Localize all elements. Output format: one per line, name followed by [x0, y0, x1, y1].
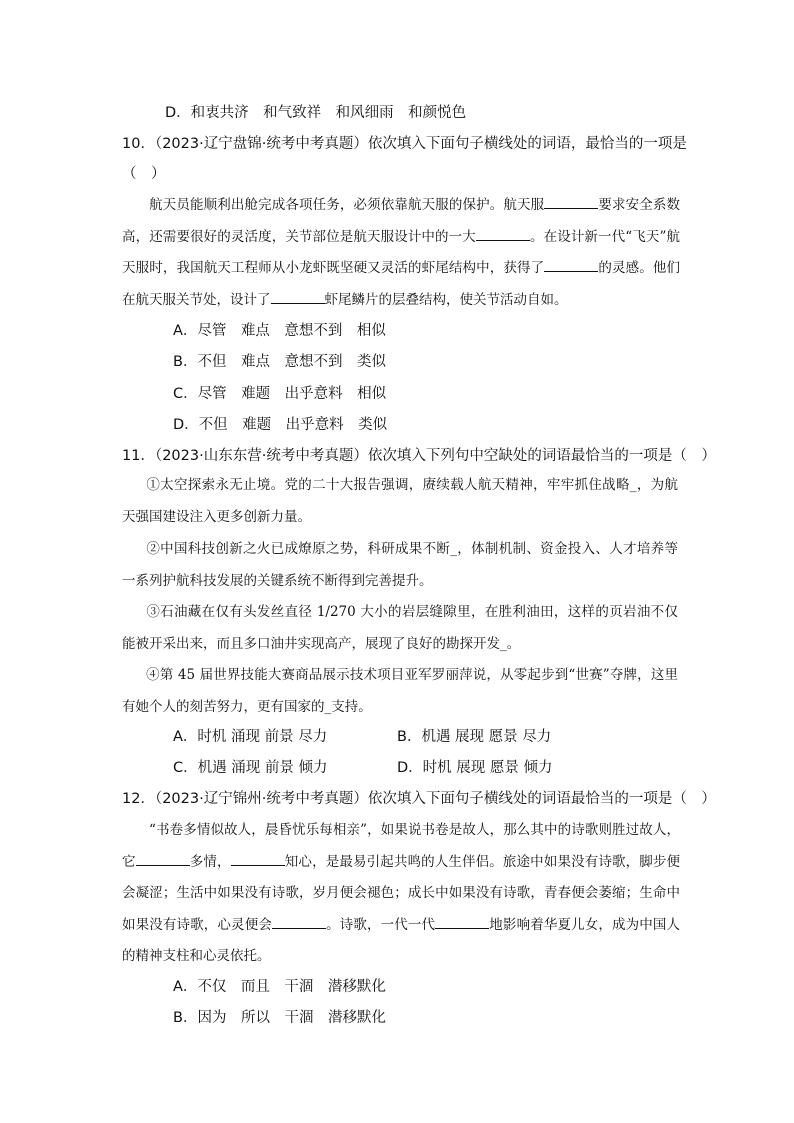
- blank-line: [476, 226, 530, 241]
- q12-passage-part-4: 。诗歌，一代一代: [325, 916, 436, 933]
- q10-option-c: C．尽管 难题 出乎意料 相似: [173, 386, 387, 402]
- q11-stem: 11．（2023·山东东营·统考中考真题）依次填入下列句中空缺处的词语最恰当的一项是（ ）: [122, 448, 716, 464]
- q11-sentence-4: [122, 660, 678, 723]
- blank-line: [271, 289, 325, 304]
- q12-passage-part-3: 知心，是最易引起共鸣的人生伴侣。旅途中如果没有诗歌，脚步便会凝涩；生活中如果没有诗歌，岁月便会褪色；成长中如果没有诗歌，青春便会萎缩；生命中如果没有诗歌，心灵便会: [122, 853, 681, 933]
- q10-passage-part-5: 虾尾鳞片的层叠结构，使关节活动自如。: [324, 291, 568, 308]
- q11-sentence-1-text: ①太空探索永无止境。党的二十大报告强调，赓续载人航天精神，牢牢抓住战略_，为航天强国建设注入更多创新力量。: [122, 477, 678, 525]
- blank-line: [231, 851, 285, 866]
- blank-line: [435, 914, 489, 929]
- q12-passage-part-5: 地影响着华夏儿女，成为中国人的精神支柱和心灵依托。: [122, 916, 681, 964]
- q10-paren: （ ）: [122, 166, 166, 182]
- q11-sentence-2: [122, 534, 678, 597]
- q10-passage-part-2: 要求安全系数高，还需要很好的灵活度，关节部位是航天服设计中的一大: [122, 197, 680, 245]
- q11-sentence-3-text: ③石油藏在仅有头发丝直径 1/270 大小的岩层缝隙里，在胜利油田，这样的页岩油不仅能被开采出来，而且多口油井实现高产，展现了良好的勘探开发_。: [122, 604, 678, 652]
- blank-line: [544, 257, 598, 272]
- blank-line: [136, 851, 190, 866]
- q12-stem: 12．（2023·辽宁锦州·统考中考真题）依次填入下面句子横线处的词语最恰当的一项是（ ）: [122, 791, 716, 807]
- q11-sentence-3: [122, 597, 678, 660]
- q10-passage: [122, 190, 680, 316]
- q10-option-d: D．不但 难题 出乎意料 类似: [173, 417, 388, 433]
- q9-option-d: D．和衷共济 和气致祥 和风细雨 和颜悦色: [165, 105, 467, 121]
- q12-passage-part-2: 多情，: [189, 853, 231, 870]
- q11-sentence-1: [122, 470, 678, 533]
- q12-passage-part-1: “书卷多情似故人，晨昏忧乐每相亲”，如果说书卷是故人，那么其中的诗歌则胜过故人，它: [122, 822, 680, 870]
- q11-option-a: A．时机 涌现 前景 尽力: [173, 729, 328, 745]
- q11-option-d: D．时机 展现 愿景 倾力: [397, 760, 553, 776]
- q10-passage-part-3: 。在设计新一代“飞天”航天服时，我国航天工程师从小龙虾既坚硬又灵活的虾尾结构中，获得了: [122, 228, 681, 276]
- q12-option-a: A．不仅 而且 干涸 潜移默化: [173, 979, 386, 995]
- q10-passage-part-4: 的灵感。他们在航天服关节处，设计了: [122, 260, 681, 308]
- q10-option-b: B．不但 难点 意想不到 类似: [173, 354, 386, 370]
- q12-passage: [122, 815, 680, 973]
- q12-option-b: B．因为 所以 干涸 潜移默化: [173, 1010, 386, 1026]
- q11-sentence-2-text: ②中国科技创新之火已成燎原之势，科研成果不断_，体制机制、资金投入、人才培养等一系列护航科技发展的关键系统不断得到完善提升。: [122, 541, 678, 589]
- q11-sentence-4-text: ④第 45 届世界技能大赛商品展示技术项目亚军罗丽萍说，从零起步到“世赛”夺牌，这里有她个人的刻苦努力，更有国家的_支持。: [122, 667, 678, 715]
- q10-passage-part-1: 航天员能顺利出舱完成各项任务，必须依靠航天服的保护。航天服: [149, 197, 545, 213]
- blank-line: [544, 194, 598, 209]
- q10-option-a: A．尽管 难点 意想不到 相似: [173, 323, 386, 339]
- blank-line: [272, 914, 326, 929]
- q11-option-c: C．机遇 涌现 前景 倾力: [173, 760, 328, 776]
- q11-option-b: B．机遇 展现 愿景 尽力: [397, 729, 552, 745]
- q10-stem: 10．（2023·辽宁盘锦·统考中考真题）依次填入下面句子横线处的词语，最恰当的一项是: [122, 136, 687, 152]
